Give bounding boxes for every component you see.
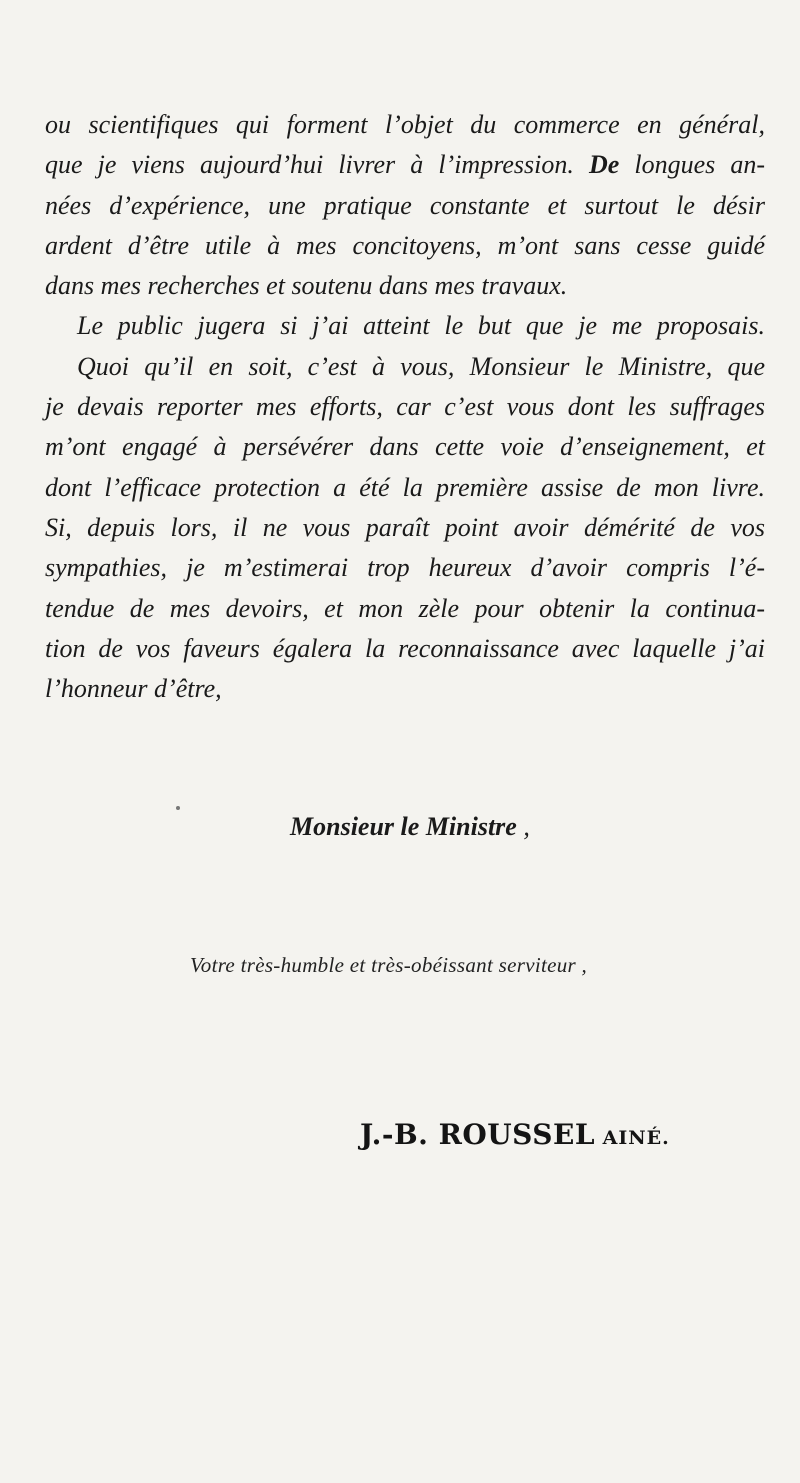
body-line: l’honneur d’être, [45,674,222,704]
ink-speck [176,806,180,810]
body-line: ou scientifiques qui forment l’objet du commerce en général, [45,110,765,139]
body-line: tion de vos faveurs égalera la reconnaissance avec laquelle j’ai [45,633,765,663]
closing-address-part: Ministre [425,812,517,841]
closing-address [290,812,530,842]
body-line: dans mes recherches et soutenu dans mes travaux. [45,271,568,301]
signature-name: J.-B. ROUSSEL [360,1118,596,1151]
body-line [45,145,765,185]
closing-address-part: Monsieur le [290,812,426,841]
letter-body [45,105,765,709]
body-line: nées d’expérience, une pratique constante et surtout le désir [45,190,765,220]
body-line-part: longues an- [634,150,766,180]
body-line: Le public jugera si j’ai atteint le but que je me proposais. [77,311,765,341]
closing-address-part: , [516,812,530,841]
body-line-part: De [588,150,620,180]
body-line: je devais reporter mes efforts, car c’est vous dont les suffrages [45,392,765,422]
body-line: m’ont engagé à persévérer dans cette voie d’enseignement, et [45,432,765,462]
body-line: Quoi qu’il en soit, c’est à vous, Monsieur le Ministre, que [77,351,765,381]
salutation: Votre très-humble et très-obéissant serviteur , [190,953,588,977]
signature [360,1118,670,1151]
body-line: ardent d’être utile à mes concitoyens, m’ont sans cesse guidé [45,230,765,260]
body-line: tendue de mes devoirs, et mon zèle pour obtenir la continua- [45,593,765,623]
body-line-part: que je viens aujourd’hui livrer à l’impression. [45,150,574,180]
bleed-through-decoration [60,1028,760,1082]
body-line: Si, depuis lors, il ne vous paraît point avoir démérité de vos [45,512,765,542]
body-line: dont l’efficace protection a été la première assise de mon livre. [45,472,765,502]
body-line: sympathies, je m’estimerai trop heureux d’avoir compris l’é- [45,553,765,583]
signature-suffix: AINÉ. [595,1127,670,1149]
